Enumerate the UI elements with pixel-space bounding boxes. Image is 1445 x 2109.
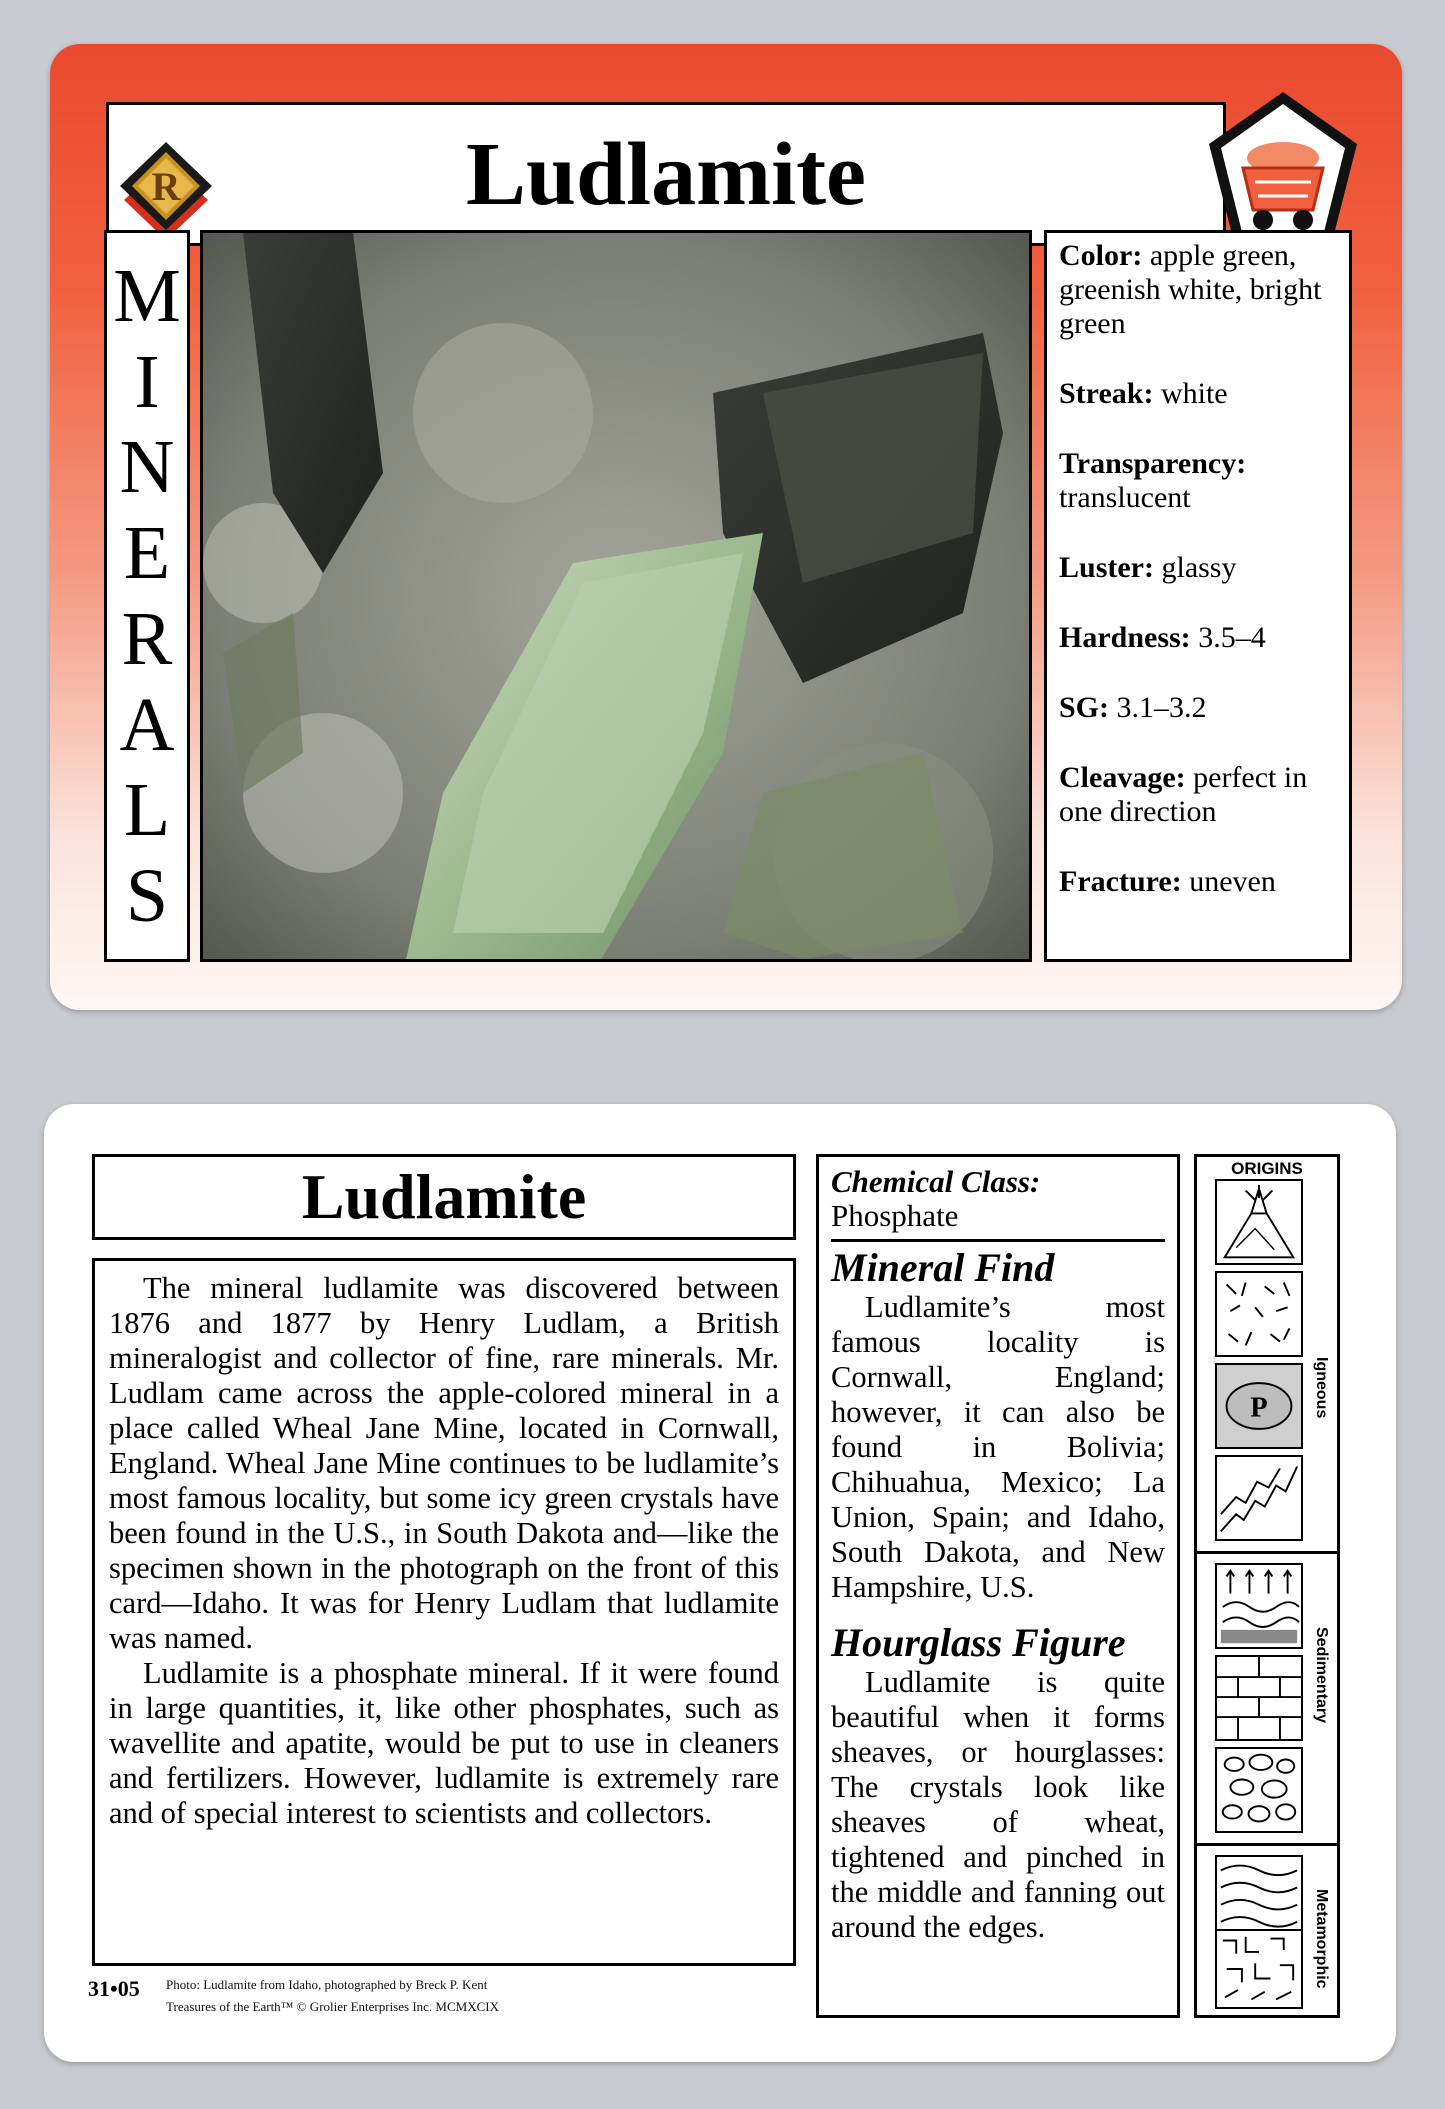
- property-cleavage: Cleavage: perfect in one direction: [1059, 761, 1308, 828]
- section-text-mineral-find: Ludlamite’s most famous locality is Cornwall, England; however, it can also be found in Bolivia; Chihuahua, Mexico; La Union, Spain; and Idaho, South Dakota, and New Hampshire, U.S.: [831, 1290, 1165, 1604]
- description-paragraph: Ludlamite is a phosphate mineral. If it were found in large quantities, it, like other phosphates, such as wavellite and apatite, would be put to use in cleaners and fertilizers. However, ludlamite is extremely rare and of special interest to scientists and collectors.: [109, 1656, 779, 1830]
- side-letter: A: [119, 682, 175, 767]
- property-color: Color: apple green, greenish white, bright green: [1059, 239, 1322, 340]
- property-luster: Luster: glassy: [1059, 551, 1237, 584]
- side-letter: N: [119, 425, 175, 510]
- side-letter: L: [123, 768, 171, 853]
- rarity-letter: R: [151, 164, 181, 209]
- side-letter: R: [121, 596, 173, 681]
- back-title: Ludlamite: [92, 1154, 796, 1240]
- front-title-bar: [106, 102, 1226, 246]
- series-credit: Treasures of the Earth™ © Grolier Enterprises Inc. MCMXCIX: [166, 1999, 499, 2014]
- property-panel: [1044, 230, 1352, 962]
- back-card: [44, 1104, 1396, 2062]
- front-card: [50, 44, 1402, 1010]
- origin-group-sedimentary: Sedimentary: [1313, 1627, 1330, 1724]
- origins-title: ORIGINS: [1231, 1159, 1303, 1178]
- section-text-hourglass-figure: Ludlamite is quite beautiful when it forms sheaves, or hourglasses: The crystals look like sheaves of wheat, tightened and pinched in the middle and fanning out around the edges.: [831, 1665, 1165, 1944]
- origin-group-igneous: Igneous: [1313, 1357, 1330, 1419]
- origin-divider: [1197, 1843, 1337, 1846]
- origin-divider: [1197, 1551, 1337, 1554]
- side-letter: E: [123, 511, 171, 596]
- property-hardness: Hardness: 3.5–4: [1059, 621, 1266, 654]
- info-column: [816, 1154, 1180, 2018]
- gneiss-icon: [1215, 1929, 1303, 2009]
- igneous-crystals-icon: [1215, 1271, 1303, 1357]
- chemical-class-label: Chemical Class:: [831, 1164, 1041, 1199]
- evaporite-icon: [1215, 1563, 1303, 1649]
- property-streak: Streak: white: [1059, 377, 1228, 410]
- chemical-class-value: Phosphate: [831, 1198, 959, 1233]
- credits: [166, 1974, 499, 2018]
- photo-credit: Photo: Ludlamite from Idaho, photographed by Breck P. Kent: [166, 1977, 488, 1992]
- section-heading-mineral-find: Mineral Find: [831, 1245, 1055, 1290]
- side-letter: I: [134, 339, 160, 424]
- mineral-photo: [200, 230, 1032, 962]
- side-letter: M: [113, 253, 181, 338]
- volcano-icon: [1215, 1179, 1303, 1265]
- property-fracture: Fracture: uneven: [1059, 865, 1276, 898]
- property-sg: SG: 3.1–3.2: [1059, 691, 1207, 724]
- conglomerate-icon: [1215, 1747, 1303, 1833]
- origins-panel: [1194, 1154, 1340, 2018]
- divider: [831, 1239, 1165, 1242]
- front-title: Ludlamite: [465, 125, 867, 224]
- category-side-label: [104, 230, 190, 962]
- description-paragraph: The mineral ludlamite was discovered between 1876 and 1877 by Henry Ludlam, a British mineralogist and collector of fine, rare minerals. Mr. Ludlam came across the apple-colored mineral in a place called Wheal Jane Mine, located in Cornwall, England. Wheal Jane Mine continues to be ludlamite’s most famous locality, but some icy green crystals have been found in the U.S., in South Dakota and—like the specimen shown in the photograph on the front of this card—Idaho. It was for Henry Ludlam that ludlamite was named.: [109, 1271, 779, 1655]
- limestone-bricks-icon: [1215, 1655, 1303, 1741]
- origin-group-metamorphic: Metamorphic: [1313, 1889, 1330, 1989]
- pegmatite-icon: [1215, 1363, 1303, 1449]
- card-number: 31•05: [88, 1976, 140, 2001]
- origin-highlight-letter: P: [1250, 1392, 1268, 1424]
- property-transparency: Transparency: translucent: [1059, 447, 1247, 514]
- description-box: [92, 1258, 796, 1966]
- vein-icon: [1215, 1455, 1303, 1541]
- rarity-badge-icon: [110, 112, 222, 242]
- section-heading-hourglass-figure: Hourglass Figure: [831, 1620, 1126, 1665]
- side-letter: S: [125, 854, 169, 939]
